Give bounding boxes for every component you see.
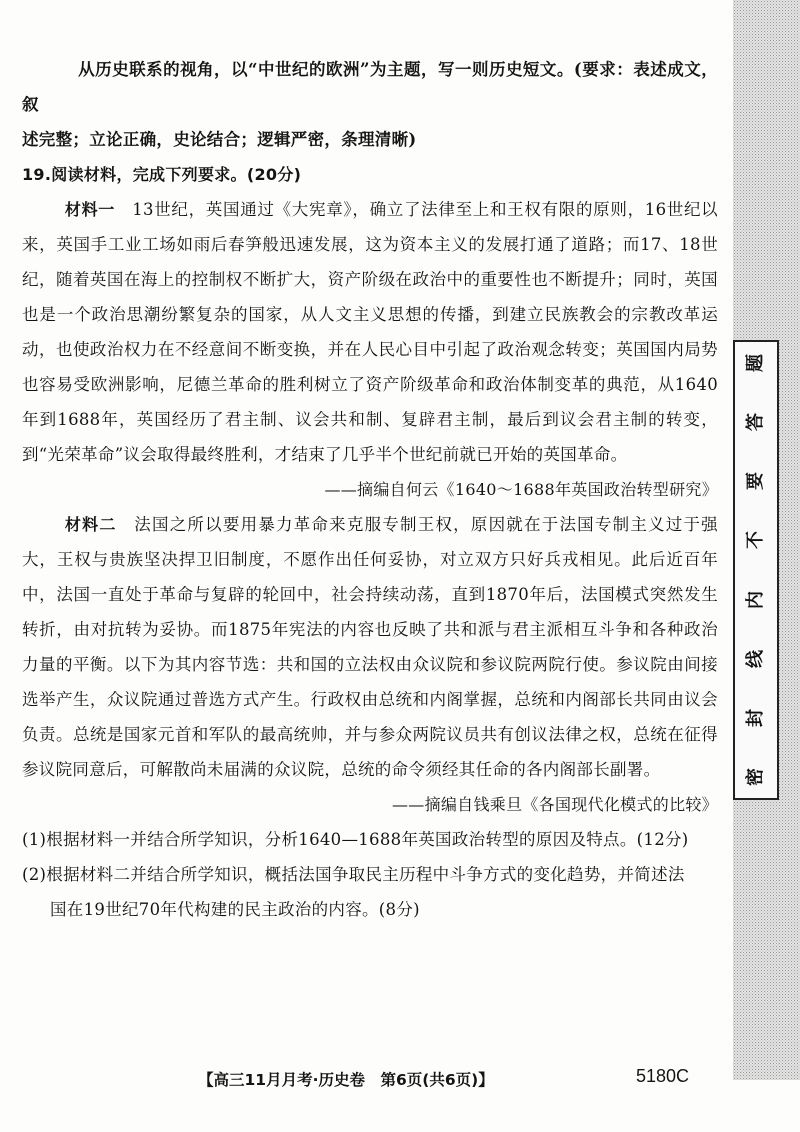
seal-char-6: 线 [745,649,766,668]
seal-char-1: 题 [745,354,766,372]
material-2-source: ——摘编自钱乘旦《各国现代化模式的比较》 [391,795,718,814]
seal-char-2: 答 [745,413,766,432]
footer-exam-code: 5180C [636,1066,690,1086]
material-1-paragraph [22,192,718,472]
footer-page-info: 【高三11月月考·历史卷 第6页(共6页)】 [198,1071,494,1089]
sub-question-1: (1)根据材料一并结合所学知识，分析1640—1688年英国政治转型的原因及特点。(12分) [22,830,689,849]
seal-char-5: 内 [745,590,766,609]
sub-question-2-line2: 国在19世纪70年代构建的民主政治的内容。(8分) [50,900,420,919]
material-2-paragraph [22,507,718,787]
seal-char-4: 不 [745,531,766,550]
question-19-title: 19.阅读材料，完成下列要求。(20分) [22,165,302,184]
seal-char-3: 要 [745,472,766,491]
material-1-source: ——摘编自何云《1640～1688年英国政治转型研究》 [324,480,718,499]
material-1-text: 13世纪，英国通过《大宪章》，确立了法律至上和王权有限的原则，16世纪以来，英国手工业工场如雨后春笋般迅速发展，这为资本主义的发展打通了道路；而17、18世纪，随着英国在海上的控制权不断扩大，资产阶级在政治中的重要性也不断提升；同时，英国也是一个政治思潮纷繁复杂的国家，从人文主义思想的传播，到建立民族教会的宗教改革运动，也使政治权力在不经意间不断变换，并在人民心目中引起了政治观念转变；英国国内局势也容易受欧洲影响，尼德兰革命的胜利树立了资产阶级革命和政治体制变革的典范，从1640年到1688年，英国经历了君主制、议会共和制、复辟君主制，最后到议会君主制的转变，到“光荣革命”议会取得最终胜利，才结束了几乎半个世纪前就已开始的英国革命。 [22,200,718,464]
seal-notice-box [733,340,779,800]
prev-question-tail [22,52,718,157]
sub-question-2-line1: (2)根据材料二并结合所学知识，概括法国争取民主历程中斗争方式的变化趋势，并简述法 [22,865,685,884]
page-footer [0,1060,800,1100]
material-2-label: 材料二 [64,515,117,534]
question-19 [22,157,718,927]
prev-question-line2: 述完整；立论正确，史论结合；逻辑严密，条理清晰) [22,130,417,149]
seal-char-7: 封 [745,708,766,727]
prev-question-line1: 从历史联系的视角，以“中世纪的欧洲”为主题，写一则历史短文。(要求：表述成文，叙 [22,60,718,114]
material-1-label: 材料一 [64,200,115,219]
seal-char-8: 密 [745,767,766,786]
material-2-text: 法国之所以要用暴力革命来克服专制王权，原因就在于法国专制主义过于强大，王权与贵族坚决捍卫旧制度，不愿作出任何妥协，对立双方只好兵戎相见。此后近百年中，法国一直处于革命与复辟的轮回中，社会持续动荡，直到1870年后，法国模式突然发生转折，由对抗转为妥协。而1875年宪法的内容也反映了共和派与君主派相互斗争和各种政治力量的平衡。以下为其内容节选：共和国的立法权由众议院和参议院两院行使。参议院由间接选举产生，众议院通过普选方式产生。行政权由总统和内阁掌握，总统和内阁部长共同由议会负责。总统是国家元首和军队的最高统帅，并与参众两院议员共有创议法律之权，总统在征得参议院同意后，可解散尚未届满的众议院，总统的命令须经其任命的各内阁部长副署。 [22,515,718,779]
